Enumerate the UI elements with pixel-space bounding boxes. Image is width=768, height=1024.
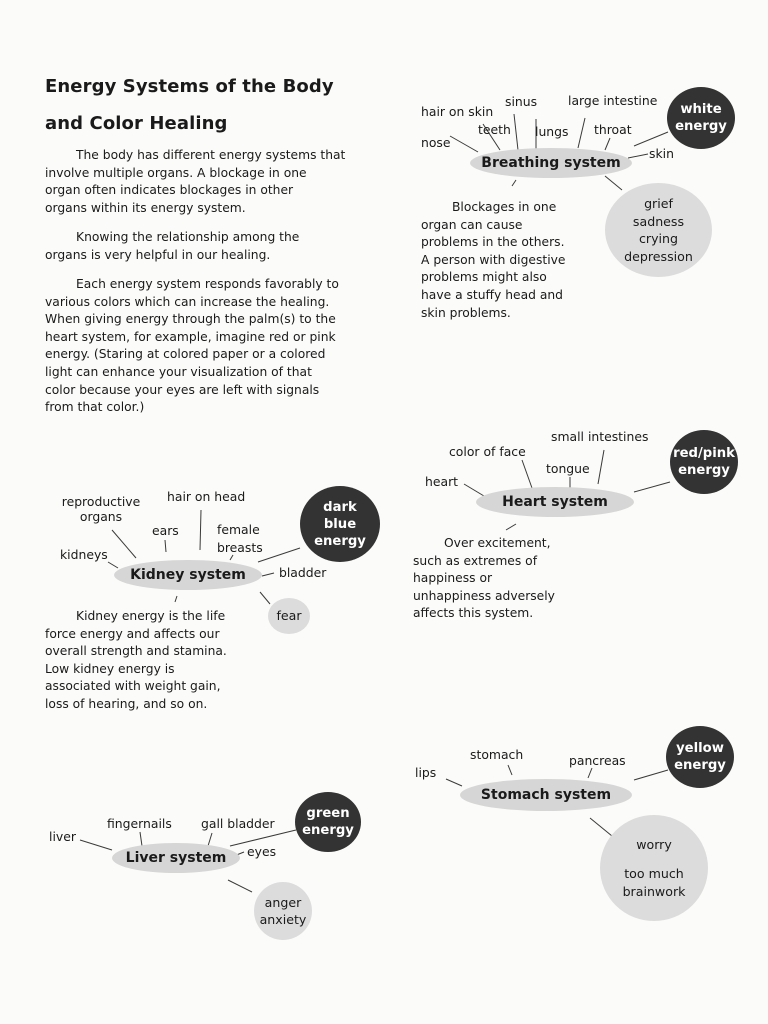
connector-line bbox=[598, 450, 604, 484]
yellow-energy-bubble bbox=[666, 726, 734, 788]
connector-line bbox=[578, 118, 585, 148]
connector-line bbox=[628, 154, 648, 158]
intro-line: organs within its energy system. bbox=[45, 200, 246, 215]
note-line: Blockages in one bbox=[452, 200, 557, 214]
system-name: Liver system bbox=[125, 850, 227, 866]
emotion-label: brainwork bbox=[622, 883, 686, 899]
intro-line: When giving energy through the palm(s) to the bbox=[45, 312, 336, 327]
connector-line bbox=[262, 573, 274, 576]
intro-line: involve multiple organs. A blockage in one bbox=[45, 165, 307, 180]
dark-blue-energy-bubble bbox=[300, 486, 380, 562]
note-line: A person with digestive bbox=[421, 252, 566, 267]
organ-label-small-intestines: small intestines bbox=[551, 429, 649, 444]
connector-line bbox=[446, 779, 462, 786]
energy-label: energy bbox=[674, 758, 726, 773]
note-line: unhappiness adversely bbox=[413, 588, 555, 603]
breathing-note bbox=[421, 199, 601, 322]
intro-line: Each energy system responds favorably to bbox=[76, 277, 339, 291]
kidney-system-bubble bbox=[114, 560, 262, 590]
breathing-system-bubble bbox=[470, 148, 632, 178]
intro-line: The body has different energy systems that bbox=[76, 148, 346, 162]
intro-paragraph-1 bbox=[45, 147, 385, 217]
breathing-emotions-bubble bbox=[605, 183, 712, 277]
note-line: problems in the others. bbox=[421, 235, 565, 250]
organ-label-female-breasts bbox=[217, 521, 263, 557]
emotion-label: too much bbox=[624, 866, 684, 882]
note-line: associated with weight gain, bbox=[45, 679, 221, 694]
liver-emotions-bubble bbox=[254, 882, 312, 940]
organ-label-skin: skin bbox=[649, 146, 674, 161]
page-title-line-2: and Color Healing bbox=[45, 113, 228, 134]
organ-label-tongue: tongue bbox=[546, 461, 590, 476]
connector-line bbox=[200, 510, 201, 550]
connector-line bbox=[605, 138, 610, 150]
organ-label-lungs: lungs bbox=[535, 124, 569, 139]
connector-line bbox=[605, 176, 622, 190]
organ-label-sinus: sinus bbox=[505, 94, 538, 109]
organ-label-hair-on-head: hair on head bbox=[167, 489, 246, 504]
emotion-label: worry bbox=[636, 836, 672, 852]
connector-line bbox=[634, 482, 670, 492]
organ-label-bladder: bladder bbox=[279, 565, 327, 580]
green-energy-bubble bbox=[295, 792, 361, 852]
connector-line bbox=[508, 765, 512, 775]
system-name: Breathing system bbox=[481, 155, 621, 171]
connector-line bbox=[228, 880, 252, 892]
note-line: such as extremes of bbox=[413, 553, 538, 568]
organ-label-lips: lips bbox=[415, 765, 437, 780]
note-line: affects this system. bbox=[413, 606, 534, 621]
energy-label: red/pink bbox=[673, 446, 735, 461]
connector-line bbox=[464, 484, 484, 496]
note-line: organ can cause bbox=[421, 217, 523, 232]
note-line: Over excitement, bbox=[444, 536, 551, 550]
system-name: Kidney system bbox=[130, 567, 246, 583]
emotion-label: anxiety bbox=[259, 912, 307, 927]
organ-label-line: female bbox=[217, 522, 260, 537]
organ-label-gall-bladder: gall bladder bbox=[201, 816, 275, 831]
emotion-label: crying bbox=[638, 231, 678, 246]
organ-label-pancreas: pancreas bbox=[569, 753, 626, 768]
energy-label: blue bbox=[323, 516, 357, 532]
organ-label-liver: liver bbox=[49, 829, 76, 844]
connector-line bbox=[175, 596, 177, 602]
connector-line bbox=[112, 530, 136, 558]
intro-line: color because your eyes are left with signals bbox=[45, 382, 320, 397]
note-line: loss of hearing, and so on. bbox=[45, 696, 208, 711]
energy-label: dark bbox=[323, 499, 357, 515]
red-pink-energy-bubble bbox=[670, 430, 738, 494]
emotion-label: fear bbox=[276, 608, 302, 624]
note-line: Kidney energy is the life bbox=[76, 609, 226, 623]
note-line: happiness or bbox=[413, 571, 493, 586]
organ-label-throat: throat bbox=[594, 122, 632, 137]
intro-line: various colors which can increase the healing. bbox=[45, 294, 330, 309]
organ-label-eyes: eyes bbox=[247, 844, 277, 859]
organ-label-teeth: teeth bbox=[478, 122, 511, 137]
organ-label-line: organs bbox=[79, 509, 123, 524]
intro-line: organ often indicates blockages in other bbox=[45, 183, 294, 198]
organ-label-kidneys: kidneys bbox=[60, 547, 108, 562]
liver-system-bubble bbox=[112, 843, 240, 873]
intro-line: light can enhance your visualization of that bbox=[45, 364, 312, 379]
energy-label: energy bbox=[314, 533, 366, 549]
connector-line bbox=[590, 818, 612, 836]
emotion-label: anger bbox=[264, 894, 302, 910]
energy-label: energy bbox=[678, 463, 730, 478]
organ-label-heart: heart bbox=[425, 474, 459, 489]
connector-line bbox=[108, 562, 118, 568]
stomach-system-bubble bbox=[460, 779, 632, 811]
connector-line bbox=[512, 180, 516, 186]
organ-label-line: reproductive bbox=[61, 494, 141, 509]
system-name: Stomach system bbox=[480, 787, 612, 803]
intro-line: Knowing the relationship among the bbox=[76, 230, 300, 244]
stomach-emotions-bubble bbox=[600, 815, 708, 921]
connector-line bbox=[522, 460, 532, 488]
intro-paragraph-2 bbox=[45, 229, 385, 264]
energy-label: green bbox=[306, 806, 350, 821]
organ-label-fingernails: fingernails bbox=[107, 816, 172, 831]
organ-label-nose: nose bbox=[421, 135, 451, 150]
connector-line bbox=[588, 768, 592, 778]
organ-label-hair-on-skin: hair on skin bbox=[421, 104, 494, 119]
energy-label: energy bbox=[675, 119, 727, 134]
note-line: skin problems. bbox=[421, 305, 511, 320]
note-line: overall strength and stamina. bbox=[45, 644, 227, 659]
connector-line bbox=[208, 833, 212, 846]
note-line: have a stuffy head and bbox=[421, 287, 563, 302]
note-line: Low kidney energy is bbox=[45, 661, 175, 676]
energy-label: yellow bbox=[676, 741, 724, 756]
connector-line bbox=[140, 832, 142, 846]
intro-line: from that color.) bbox=[45, 400, 145, 415]
page-title: Energy Systems of the Body bbox=[45, 76, 334, 97]
connector-line bbox=[514, 114, 518, 150]
intro-line: organs is very helpful in our healing. bbox=[45, 247, 271, 262]
organ-label-stomach: stomach bbox=[470, 747, 524, 762]
heart-note bbox=[413, 535, 613, 623]
organ-label-color-of-face: color of face bbox=[449, 444, 526, 459]
note-line: force energy and affects our bbox=[45, 626, 220, 641]
intro-paragraph-3 bbox=[45, 276, 385, 417]
emotion-label: depression bbox=[624, 248, 693, 264]
organ-label-large-intestine: large intestine bbox=[568, 93, 658, 108]
organ-label-reproductive-organs bbox=[55, 494, 147, 524]
organ-label-line: breasts bbox=[217, 540, 263, 555]
connector-line bbox=[634, 132, 668, 146]
connector-line bbox=[506, 524, 516, 530]
intro-line: energy. (Staring at colored paper or a colored bbox=[45, 347, 326, 362]
organ-label-ears: ears bbox=[152, 523, 179, 538]
note-line: problems might also bbox=[421, 270, 547, 285]
connector-line bbox=[260, 592, 270, 604]
connector-line bbox=[450, 136, 478, 152]
heart-system-bubble bbox=[476, 487, 634, 517]
connector-line bbox=[80, 840, 112, 850]
energy-label: white bbox=[680, 102, 722, 117]
connector-line bbox=[258, 548, 300, 562]
emotion-spacer bbox=[623, 853, 686, 865]
intro-line: heart system, for example, imagine red or pink bbox=[45, 329, 336, 344]
kidney-note bbox=[45, 608, 285, 714]
energy-label: energy bbox=[302, 823, 354, 838]
system-name: Heart system bbox=[502, 494, 608, 510]
connector-line bbox=[165, 540, 166, 552]
emotion-label: grief bbox=[644, 196, 673, 211]
white-energy-bubble bbox=[667, 87, 735, 149]
connector-line bbox=[634, 770, 668, 780]
emotion-label: sadness bbox=[632, 213, 685, 229]
